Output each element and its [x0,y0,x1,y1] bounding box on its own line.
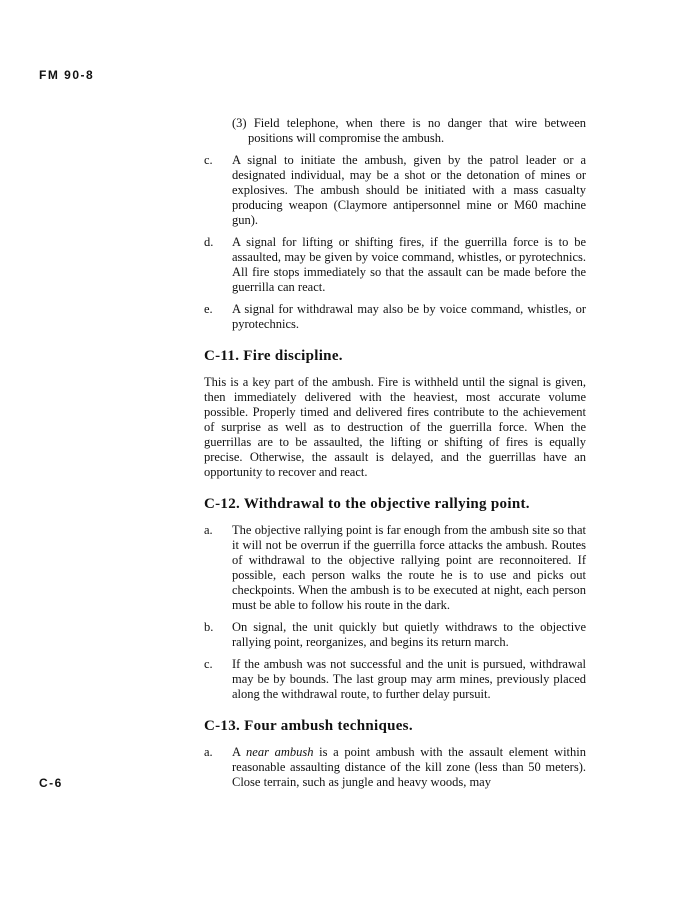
list-item-a [204,523,586,613]
item-text: On signal, the unit quickly but quietly withdraws to the objective rallying point, reorganizes, and begins its return march. [232,620,586,649]
item-label: c. [204,153,213,167]
item-text: The objective rallying point is far enough from the ambush site so that it will not be overrun if the guerrilla force attacks the ambush. Routes of withdrawal to the objective rallying point are reconnoitered. If possible, each person walks the route he is to use and picks out checkpoints. When the ambush is to be executed at night, each person must be able to follow his route in the dark. [232,523,586,612]
page-number-footer: C-6 [39,776,63,790]
section-c11-body: This is a key part of the ambush. Fire is withheld until the signal is given, then immediately delivered with the heaviest, most accurate volume possible. Properly timed and delivered fires contribute to the achievement of surprise as well as to destruction of the guerrilla force. When the guerrillas are to be assaulted, the lifting or shifting of fires is equally precise. Otherwise, the assault is delayed, and the guerrillas have an opportunity to recover and react. [204,375,586,479]
list-item-c [204,657,586,702]
section-heading-c12: C-12. Withdrawal to the objective rallying point. [204,496,530,512]
section-heading-c13: C-13. Four ambush techniques. [204,718,413,734]
term-near-ambush: near ambush [246,745,314,759]
list-item-e [204,302,586,332]
list-item-d [204,235,586,295]
item-text: A signal for withdrawal may also be by voice command, whistles, or pyrotechnics. [232,302,586,331]
item-label: c. [204,657,213,671]
item-text: If the ambush was not successful and the unit is pursued, withdrawal may be by bounds. The last group may arm mines, previously placed along the withdrawal route, to further delay pursuit. [232,657,586,701]
list-item-b [204,620,586,650]
page-content [204,116,586,797]
item-text-prefix: A [232,745,247,759]
item-label: b. [204,620,214,634]
item-text: A signal to initiate the ambush, given by the patrol leader or a designated individual, may be a shot or the detonation of mines or explosives. The ambush should be initiated with a mass casualty producing weapon (Claymore antipersonnel mine or M60 machine gun). [232,153,586,227]
item-text-rest: is a point ambush with the assault element within reasonable assaulting distance of the kill zone (less than 50 meters). Close terrain, such as jungle and heavy woods, may [232,745,586,789]
section-heading-c11: C-11. Fire discipline. [204,348,343,364]
document-id-header: FM 90-8 [39,68,95,82]
list-item-c [204,153,586,228]
item-label: a. [204,745,213,759]
list-item-a [204,745,586,790]
item-label: e. [204,302,213,316]
sub-item-3: (3) Field telephone, when there is no danger that wire between positions will compromise the ambush. [232,116,586,145]
item-label: d. [204,235,214,249]
item-text: A signal for lifting or shifting fires, if the guerrilla force is to be assaulted, may be given by voice command, whistles, or pyrotechnics. All fire stops immediately so that the assault can be made before the guerrilla can react. [232,235,586,294]
item-label: a. [204,523,213,537]
item-text [232,745,586,790]
